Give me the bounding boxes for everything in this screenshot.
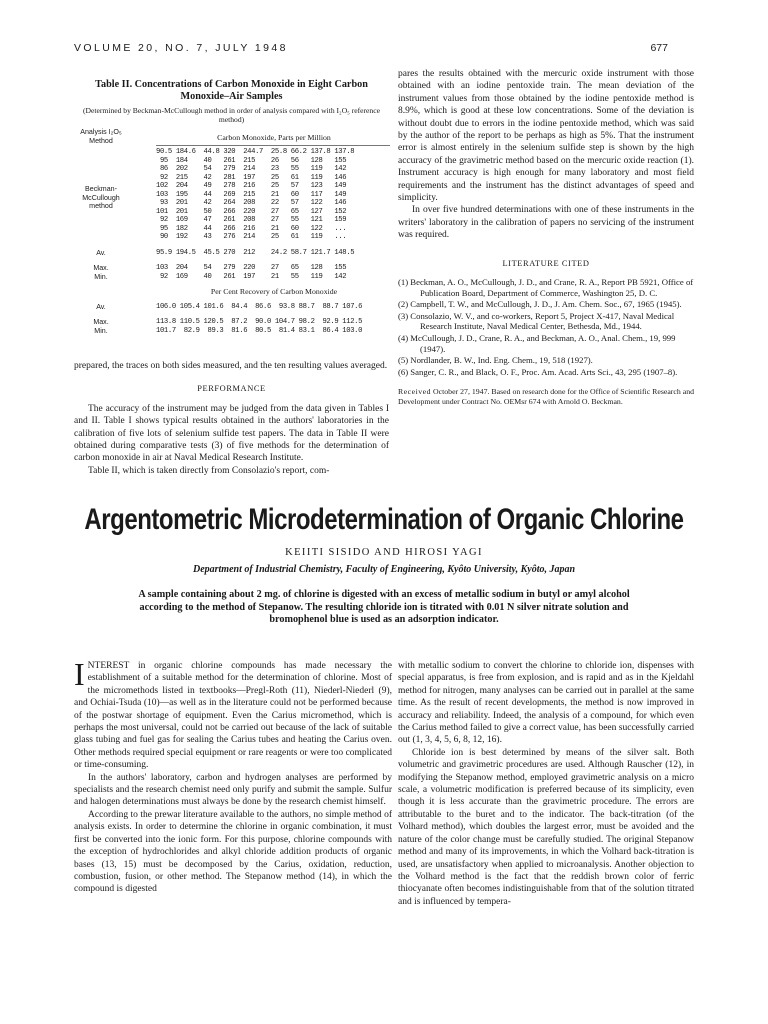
table-row: 93 201 42 264 208 22 57 122 146 (156, 199, 347, 207)
table-av-row: 95.9 194.5 45.5 270 212 24.2 58.7 121.7 148.5 (156, 249, 355, 257)
received-note (398, 387, 694, 406)
table-row: 95 182 44 266 216 21 60 122 ... (156, 224, 347, 233)
paragraph: In the authors' laboratory, carbon and hydrogen analyses are performed by specialists and the research chemist need only purify and submit the sample. Sulfur and halogen determinations must always be done by the research chemist himself. (74, 772, 392, 808)
article-abstract: A sample containing about 2 mg. of chlorine is digested with an excess of metallic sodium in butyl or amyl alcohol according to the method of Stepanow. The resulting chloride ion is titrated with 0.01 N silver nitrate solution and bromophenol blue is used as an adsorption indicator. (138, 589, 630, 626)
article-title: Argentometric Microdetermination of Organic Chlorine (84, 503, 684, 536)
table-min-row: 92 169 40 261 197 21 55 119 142 (156, 272, 347, 281)
table-av-label: Av. (96, 249, 106, 257)
table-min-label: Min. (94, 272, 108, 281)
section-heading: LITERATURE CITED (502, 258, 590, 268)
reference-item: (6) Sanger, C. R., and Black, O. F., Proc. Am. Acad. Arts Sci., 43, 295 (1907–8). (398, 366, 678, 377)
received-label: Received (398, 387, 432, 397)
paragraph: Table II, which is taken directly from Consolazio's report, com- (88, 465, 330, 476)
table-row: 92 215 42 281 197 25 61 119 146 (156, 173, 347, 182)
table-row: 90.5 184.6 44.8 320 244.7 25.8 66.2 137.8 137.8 (156, 148, 355, 156)
left-column-body (74, 656, 392, 896)
right-column-top (398, 68, 694, 406)
reference-item: (5) Nordlander, B. W., Ind. Eng. Chem., 19, 518 (1927). (398, 355, 593, 366)
reference-item: (4) McCullough, J. D., Crane, R. A., and Beckman, A. O., Anal. Chem., 19, 999 (1947). (398, 333, 676, 354)
running-head: VOLUME 20, NO. 7, JULY 1948 (74, 42, 288, 54)
table-row: 95 184 40 261 215 26 56 128 155 (156, 156, 347, 165)
reference-item: (2) Campbell, T. W., and McCullough, J. D., J. Am. Chem. Soc., 67, 1965 (1945). (398, 299, 682, 310)
paragraph (74, 656, 392, 772)
table-pct-av-row: 106.0 105.4 101.6 84.4 86.6 93.8 88.7 88.7 107.6 (156, 303, 363, 311)
table-row: 103 195 44 269 215 21 60 117 149 (156, 190, 347, 199)
paragraph-text: NTEREST in organic chlorine compounds has made necessary the establishment of a suitable method for the determination of chlorine. Most of the micromethods listed in textbooks—Pregl-Roth (11), Niederl-Niederl (9), and Ochiai-Tsuda (10)—as well as in the literature could not be performed because of the postwar shortage of equipment. Even the Carius micromethod, which is perhaps the most universal, could not be carried out because of the lack of suitable glass tubing and fuel gas for sealing the Carius tubes and heating the Carius oven. Other methods required special equipment or rare reagents or were too complicated or time-consuming. (74, 661, 392, 771)
paragraph: prepared, the traces on both sides measured, and the ten resulting values averaged. (74, 361, 388, 371)
table-pct-max-row: 113.8 110.5 120.5 87.2 90.0 104.7 98.2 92.9 112.5 (156, 318, 363, 326)
table-row: 86 202 54 279 214 23 55 119 142 (156, 165, 347, 173)
page-number: 677 (650, 42, 668, 54)
section-heading: PERFORMANCE (197, 384, 266, 394)
paragraph: According to the prewar literature available to the authors, no simple method of analysis exists. In order to determine the chlorine in organic combination, it must first be converted into the ionic form. For this purpose, chlorine compounds with the exception of hydrochlorides and alkyl chloride addition products of organic bases (13, 15) must be decomposed by the Carius, oxidation, reduction, combustion, fusion, or other method. The Stepanow method (14), in which the compound is digested (74, 809, 392, 895)
table-row: 101 201 50 266 220 27 65 127 152 (156, 207, 347, 216)
article-authors: KEIITI SISIDO AND HIROSI YAGI (285, 547, 483, 558)
table-max-row: 103 204 54 279 220 27 65 128 155 (156, 264, 347, 272)
table-row: 90 192 43 276 214 25 61 119 ... (156, 233, 347, 241)
left-column-top (74, 64, 389, 477)
article-affiliation: Department of Industrial Chemistry, Faculty of Engineering, Kyôto University, Kyôto, Japan (192, 564, 576, 575)
table-row: 92 169 47 261 208 27 55 121 159 (156, 216, 347, 224)
table-caption-recovery: Per Cent Recovery of Carbon Monoxide (210, 287, 338, 296)
table-pct-min-label: Min. (94, 326, 108, 335)
table-row-label: Beckman-McCullough method (82, 185, 120, 210)
paragraph: In over five hundred determinations with one of these instruments in the writers' laboratory in the calibration of papers no servicing of the instrument was required. (398, 205, 694, 241)
table-row: 102 204 49 278 216 25 57 123 149 (156, 182, 347, 190)
table-title: Table II. Concentrations of Carbon Monoxide in Eight Carbon Monoxide–Air Samples (95, 79, 368, 102)
table-rule (156, 145, 390, 146)
right-column-body (398, 660, 694, 908)
data-table (74, 128, 389, 360)
table-caption-ppm: Carbon Monoxide, Parts per Million (217, 133, 331, 142)
reference-list (398, 277, 694, 377)
paragraph: pares the results obtained with the mercuric oxide instrument with those obtained with an iodine pentoxide train. The mean deviation of the instrument values from those obtained by the iodine pentoxide method is 8.9%, which is good at these low concentrations. Some of the deviation is without doubt due to errors in the iodine pentoxide method, which was said by the author of the report to be perhaps as high as 5%. That the instrument error is almost entirely in the selenium sulfide step is shown by the high accuracy of the gravimetric method based on the mercuric oxide reaction (1). Instrument accuracy is high enough for many laboratory and most field requirements and the instrument has the distinct advantages of speed and simplicity. (398, 69, 694, 204)
page-header (74, 42, 668, 58)
table-note: (Determined by Beckman-McCullough method in order of analysis compared with I₂O₅ reference method) (83, 106, 380, 124)
paragraph: The accuracy of the instrument may be judged from the data given in Tables I and II. Table I shows typical results obtained in the authors' laboratories in the calibration of five lots of selenium sulfide test papers. The data in Table II were obtained during comparative tests (3) of five methods for the determination of carbon monoxide in air at Naval Medical Research Institute. (74, 403, 389, 464)
reference-item: (1) Beckman, A. O., McCullough, J. D., and Crane, R. A., Report PB 5921, Office of Publication Board, Department of Commerce, Washington 25, D. C. (398, 277, 694, 298)
paragraph: Chloride ion is best determined by means of the silver salt. Both volumetric and gravimetric procedures are used. Although Rauscher (12), in modifying the Stepanow method, employed gravimetric analysis on a micro scale, a volumetric modification is preferred because of its simplicity, even though it is less accurate than the gravimetric procedure. The errors are attributable to the buret and to the indicator. The back-titration (of the Volhard method), which doubles the largest error, must be avoided and the nature of the color change must be carefully studied. The original Stepanow method and many of its improvements, in which the Volhard back-titration is used, are unsatisfactory when applied to microanalysis. Another objection to the Volhard method is the fact that the reddish brown color of ferric thiocyanate often becomes indistinguishable from that of the solution titrated and is influenced by tempera- (398, 747, 694, 907)
table-col-header: Analysis I₂O₅ Method (80, 128, 122, 145)
table-pct-min-row: 101.7 82.9 89.3 81.6 80.5 81.4 83.1 86.4 103.0 (156, 326, 363, 335)
reference-item: (3) Consolazio, W. V., and co-workers, Report 5, Project X-417, Naval Medical Research Institute, Naval Medical Center, Bethesda, Md., 1944. (398, 310, 675, 332)
table-pct-av-label: Av. (96, 303, 106, 311)
table-pct-max-label: Max. (93, 318, 109, 326)
received-text: October 27, 1947. Based on research done for the Office of Scientific Research and Development under Contract No. OEMsr 674 with Arnold O. Beckman. (398, 387, 695, 406)
table-max-label: Max. (93, 264, 109, 272)
paragraph: with metallic sodium to convert the chlorine to chloride ion, dispenses with special apparatus, is free from explosion, and is rapid and as in the Kjeldahl method for nitrogen, many analyses can be carried out in parallel at the same time. As the result of recent developments, the method is now improved in accuracy and reliability. Indeed, the analysis of a compound, for which even the Carius method failed to give a correct value, has been successfully carried out (1, 3, 4, 5, 6, 8, 12, 16). (398, 661, 694, 746)
drop-cap: I (74, 656, 85, 692)
